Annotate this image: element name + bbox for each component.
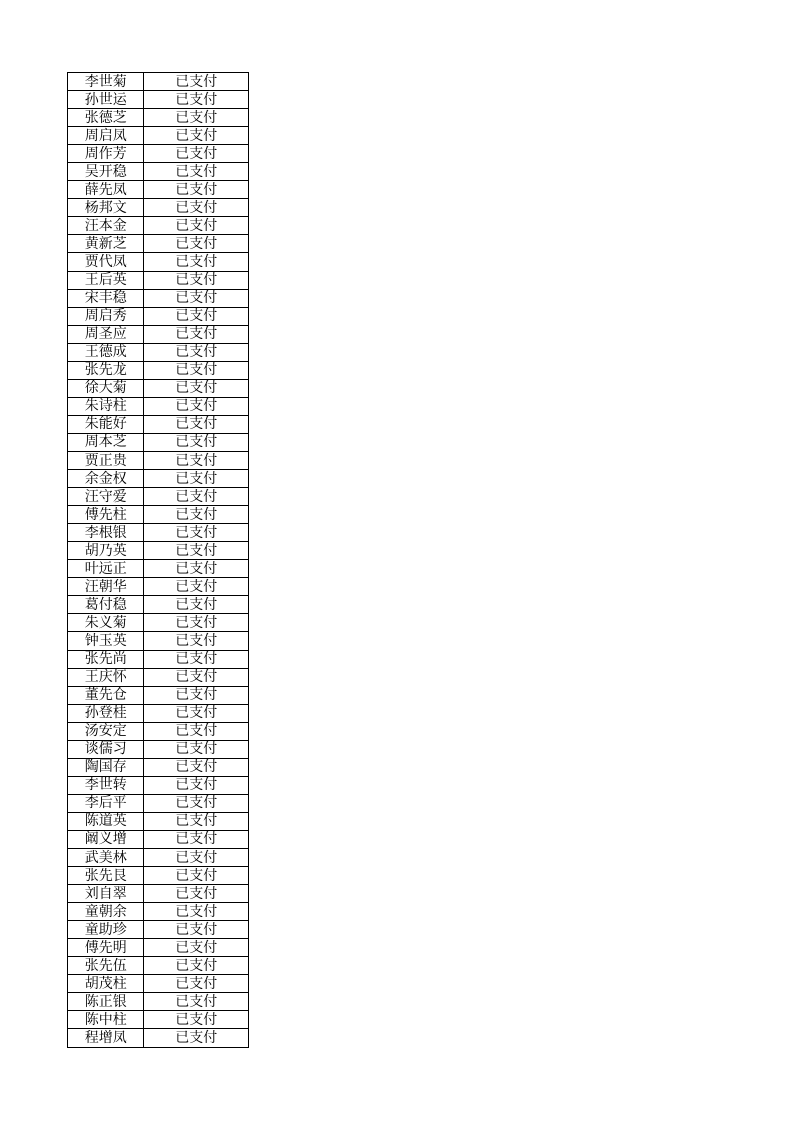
name-cell: 李世转 — [68, 776, 144, 794]
status-cell: 已支付 — [144, 379, 249, 397]
name-cell: 张先龙 — [68, 361, 144, 379]
table-row — [68, 596, 249, 614]
table-row — [68, 668, 249, 686]
table-row — [68, 704, 249, 722]
table-row — [68, 253, 249, 271]
name-cell: 叶远正 — [68, 560, 144, 578]
table-row — [68, 217, 249, 235]
table-row — [68, 939, 249, 957]
status-cell: 已支付 — [144, 506, 249, 524]
table-row — [68, 578, 249, 596]
name-cell: 陈正银 — [68, 993, 144, 1011]
status-cell: 已支付 — [144, 199, 249, 217]
name-cell: 孙世运 — [68, 91, 144, 109]
status-cell: 已支付 — [144, 325, 249, 343]
payment-table — [67, 72, 249, 1048]
name-cell: 童助珍 — [68, 921, 144, 939]
status-cell: 已支付 — [144, 127, 249, 145]
table-row — [68, 470, 249, 488]
name-cell: 董先仓 — [68, 686, 144, 704]
status-cell: 已支付 — [144, 253, 249, 271]
status-cell: 已支付 — [144, 451, 249, 469]
payment-table-body — [68, 73, 249, 1048]
name-cell: 朱义菊 — [68, 614, 144, 632]
name-cell: 汪守爱 — [68, 488, 144, 506]
table-row — [68, 235, 249, 253]
name-cell: 周圣应 — [68, 325, 144, 343]
name-cell: 贾正贵 — [68, 451, 144, 469]
name-cell: 吴开稳 — [68, 163, 144, 181]
name-cell: 傅先明 — [68, 939, 144, 957]
table-row — [68, 73, 249, 91]
status-cell: 已支付 — [144, 812, 249, 830]
name-cell: 王庆怀 — [68, 668, 144, 686]
status-cell: 已支付 — [144, 361, 249, 379]
name-cell: 陈道英 — [68, 812, 144, 830]
name-cell: 陈中柱 — [68, 1011, 144, 1029]
status-cell: 已支付 — [144, 939, 249, 957]
name-cell: 朱能好 — [68, 415, 144, 433]
name-cell: 李根银 — [68, 524, 144, 542]
status-cell: 已支付 — [144, 578, 249, 596]
table-row — [68, 740, 249, 758]
name-cell: 杨邦文 — [68, 199, 144, 217]
status-cell: 已支付 — [144, 433, 249, 451]
name-cell: 童朝余 — [68, 903, 144, 921]
name-cell: 周本芝 — [68, 433, 144, 451]
status-cell: 已支付 — [144, 758, 249, 776]
table-row — [68, 289, 249, 307]
status-cell: 已支付 — [144, 722, 249, 740]
status-cell: 已支付 — [144, 885, 249, 903]
table-row — [68, 109, 249, 127]
status-cell: 已支付 — [144, 830, 249, 848]
status-cell: 已支付 — [144, 794, 249, 812]
status-cell: 已支付 — [144, 397, 249, 415]
status-cell: 已支付 — [144, 217, 249, 235]
name-cell: 张德芝 — [68, 109, 144, 127]
name-cell: 王德成 — [68, 343, 144, 361]
status-cell: 已支付 — [144, 163, 249, 181]
table-row — [68, 397, 249, 415]
status-cell: 已支付 — [144, 704, 249, 722]
status-cell: 已支付 — [144, 542, 249, 560]
status-cell: 已支付 — [144, 91, 249, 109]
table-row — [68, 506, 249, 524]
table-row — [68, 849, 249, 867]
name-cell: 钟玉英 — [68, 632, 144, 650]
name-cell: 胡茂柱 — [68, 975, 144, 993]
table-row — [68, 127, 249, 145]
table-row — [68, 325, 249, 343]
table-row — [68, 957, 249, 975]
table-row — [68, 199, 249, 217]
table-row — [68, 343, 249, 361]
status-cell: 已支付 — [144, 181, 249, 199]
name-cell: 余金权 — [68, 470, 144, 488]
table-row — [68, 903, 249, 921]
table-row — [68, 91, 249, 109]
status-cell: 已支付 — [144, 867, 249, 885]
status-cell: 已支付 — [144, 903, 249, 921]
status-cell: 已支付 — [144, 145, 249, 163]
table-row — [68, 451, 249, 469]
name-cell: 张先艮 — [68, 867, 144, 885]
table-row — [68, 1029, 249, 1047]
status-cell: 已支付 — [144, 975, 249, 993]
status-cell: 已支付 — [144, 668, 249, 686]
status-cell: 已支付 — [144, 849, 249, 867]
name-cell: 周启秀 — [68, 307, 144, 325]
table-row — [68, 163, 249, 181]
status-cell: 已支付 — [144, 921, 249, 939]
status-cell: 已支付 — [144, 957, 249, 975]
name-cell: 葛付稳 — [68, 596, 144, 614]
table-row — [68, 794, 249, 812]
name-cell: 周作芳 — [68, 145, 144, 163]
table-row — [68, 307, 249, 325]
name-cell: 徐大菊 — [68, 379, 144, 397]
table-row — [68, 686, 249, 704]
table-row — [68, 415, 249, 433]
status-cell: 已支付 — [144, 289, 249, 307]
name-cell: 王后英 — [68, 271, 144, 289]
status-cell: 已支付 — [144, 307, 249, 325]
name-cell: 陶国存 — [68, 758, 144, 776]
table-row — [68, 361, 249, 379]
table-row — [68, 812, 249, 830]
status-cell: 已支付 — [144, 415, 249, 433]
name-cell: 阚义增 — [68, 830, 144, 848]
status-cell: 已支付 — [144, 524, 249, 542]
status-cell: 已支付 — [144, 488, 249, 506]
name-cell: 汤安定 — [68, 722, 144, 740]
name-cell: 谈儒习 — [68, 740, 144, 758]
name-cell: 孙登桂 — [68, 704, 144, 722]
name-cell: 朱诗柱 — [68, 397, 144, 415]
status-cell: 已支付 — [144, 993, 249, 1011]
table-row — [68, 145, 249, 163]
name-cell: 刘自翠 — [68, 885, 144, 903]
status-cell: 已支付 — [144, 343, 249, 361]
status-cell: 已支付 — [144, 650, 249, 668]
name-cell: 汪朝华 — [68, 578, 144, 596]
name-cell: 宋丰稳 — [68, 289, 144, 307]
table-row — [68, 776, 249, 794]
status-cell: 已支付 — [144, 614, 249, 632]
status-cell: 已支付 — [144, 235, 249, 253]
status-cell: 已支付 — [144, 109, 249, 127]
status-cell: 已支付 — [144, 470, 249, 488]
status-cell: 已支付 — [144, 1011, 249, 1029]
name-cell: 汪本金 — [68, 217, 144, 235]
status-cell: 已支付 — [144, 740, 249, 758]
status-cell: 已支付 — [144, 686, 249, 704]
table-row — [68, 614, 249, 632]
table-row — [68, 722, 249, 740]
name-cell: 胡乃英 — [68, 542, 144, 560]
table-row — [68, 650, 249, 668]
table-row — [68, 433, 249, 451]
name-cell: 贾代凤 — [68, 253, 144, 271]
table-row — [68, 632, 249, 650]
name-cell: 李后平 — [68, 794, 144, 812]
table-row — [68, 1011, 249, 1029]
table-row — [68, 867, 249, 885]
table-row — [68, 921, 249, 939]
table-row — [68, 993, 249, 1011]
status-cell: 已支付 — [144, 776, 249, 794]
name-cell: 薛先凤 — [68, 181, 144, 199]
table-row — [68, 560, 249, 578]
table-row — [68, 758, 249, 776]
table-row — [68, 542, 249, 560]
name-cell: 张先尚 — [68, 650, 144, 668]
status-cell: 已支付 — [144, 271, 249, 289]
status-cell: 已支付 — [144, 1029, 249, 1047]
table-row — [68, 488, 249, 506]
status-cell: 已支付 — [144, 632, 249, 650]
name-cell: 李世菊 — [68, 73, 144, 91]
table-row — [68, 181, 249, 199]
name-cell: 傅先柱 — [68, 506, 144, 524]
table-row — [68, 885, 249, 903]
name-cell: 程增凤 — [68, 1029, 144, 1047]
table-row — [68, 524, 249, 542]
name-cell: 黄新芝 — [68, 235, 144, 253]
table-row — [68, 975, 249, 993]
table-row — [68, 271, 249, 289]
name-cell: 武美林 — [68, 849, 144, 867]
table-row — [68, 830, 249, 848]
table-row — [68, 379, 249, 397]
status-cell: 已支付 — [144, 73, 249, 91]
name-cell: 张先伍 — [68, 957, 144, 975]
status-cell: 已支付 — [144, 560, 249, 578]
name-cell: 周启凤 — [68, 127, 144, 145]
status-cell: 已支付 — [144, 596, 249, 614]
